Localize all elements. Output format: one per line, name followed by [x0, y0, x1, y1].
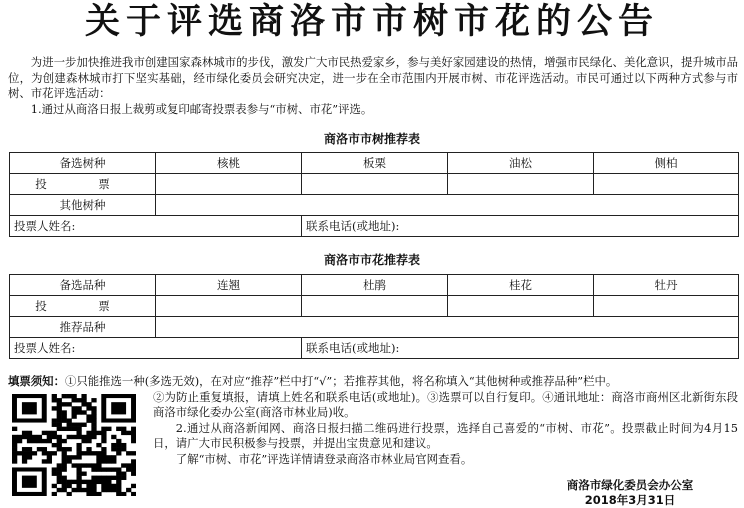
table-row [10, 195, 739, 216]
other-entry-cell[interactable] [156, 195, 739, 216]
table-row [10, 338, 739, 359]
vote-cell[interactable] [594, 296, 739, 317]
contact-field[interactable]: 联系电话(或地址): [302, 338, 739, 359]
intro [8, 55, 738, 117]
candidate-cell: 油松 [448, 153, 594, 174]
instruction-method-2: 2.通过从商洛新闻网、商洛日报扫描二维码进行投票，选择自己喜爱的“市树、市花”。投票截止时间为4月15日，请广大市民积极参与投票，并提出宝贵意见和建议。 [153, 420, 738, 450]
candidate-label: 备选树种 [10, 153, 156, 174]
candidate-label: 备选品种 [10, 275, 156, 296]
vote-cell[interactable] [448, 296, 594, 317]
vote-cell[interactable] [156, 296, 302, 317]
signature-date: 2018年3月31日 [584, 493, 676, 507]
voter-name-field[interactable]: 投票人姓名: [10, 338, 302, 359]
vote-cell[interactable] [156, 174, 302, 195]
table-row [10, 216, 739, 237]
vote-cell[interactable] [302, 174, 448, 195]
candidate-cell: 核桃 [156, 153, 302, 174]
tree-table-caption: 商洛市市树推荐表 [323, 132, 420, 146]
intro-paragraph: 为进一步加快推进我市创建国家森林城市的步伐，激发广大市民热爱家乡，参与美好家园建设的热情，增强市民绿化、美化意识，提升城市品位，为创建森林城市打下坚实基础，经市绿化委员会研究决定，进一步在全市范围内开展市树、市花评选活动。市民可通过以下两种方式参与市树、市花评选活动： [8, 55, 738, 100]
other-label: 其他树种 [10, 195, 156, 216]
page-title: 关于评选商洛市市树市花的公告 [84, 2, 659, 42]
instruction-line-1: 填票须知：①只能推选一种(多选无效)，在对应“推荐”栏中打“√”；若推荐其他，将名称填入“其他树种或推荐品种”栏中。 [8, 374, 618, 388]
candidate-cell: 板栗 [302, 153, 448, 174]
tree-recommend-table [9, 152, 739, 237]
table-row [10, 153, 739, 174]
vote-cell[interactable] [448, 174, 594, 195]
candidate-cell: 牡丹 [594, 275, 739, 296]
instruction-line-2: ②为防止重复填报，请填上姓名和联系电话(或地址)。③选票可以自行复印。④通讯地址：商洛市商州区北新街东段商洛市绿化委办公室(商洛市林业局)收。 [153, 389, 738, 419]
other-entry-cell[interactable] [156, 317, 739, 338]
flower-table-caption: 商洛市市花推荐表 [323, 253, 420, 267]
qr-code-icon[interactable] [12, 394, 136, 496]
table-row [10, 275, 739, 296]
contact-field[interactable]: 联系电话(或地址): [302, 216, 739, 237]
candidate-cell: 桂花 [448, 275, 594, 296]
signature-org: 商洛市绿化委员会办公室 [566, 478, 694, 492]
candidate-cell: 连翘 [156, 275, 302, 296]
table-row [10, 317, 739, 338]
vote-cell[interactable] [302, 296, 448, 317]
vote-label: 投 票 [10, 174, 156, 195]
voter-name-field[interactable]: 投票人姓名: [10, 216, 302, 237]
candidate-cell: 侧柏 [594, 153, 739, 174]
candidate-cell: 杜鹃 [302, 275, 448, 296]
flower-recommend-table [9, 274, 739, 359]
table-row [10, 174, 739, 195]
other-label: 推荐品种 [10, 317, 156, 338]
table-row [10, 296, 739, 317]
instructions-heading: 填票须知： [8, 374, 65, 388]
vote-label: 投 票 [10, 296, 156, 317]
vote-cell[interactable] [594, 174, 739, 195]
instruction-more-info: 了解“市树、市花”评选详情请登录商洛市林业局官网查看。 [175, 451, 473, 466]
intro-method-1: 1.通过从商洛日报上裁剪或复印邮寄投票表参与“市树、市花”评选。 [30, 101, 373, 116]
